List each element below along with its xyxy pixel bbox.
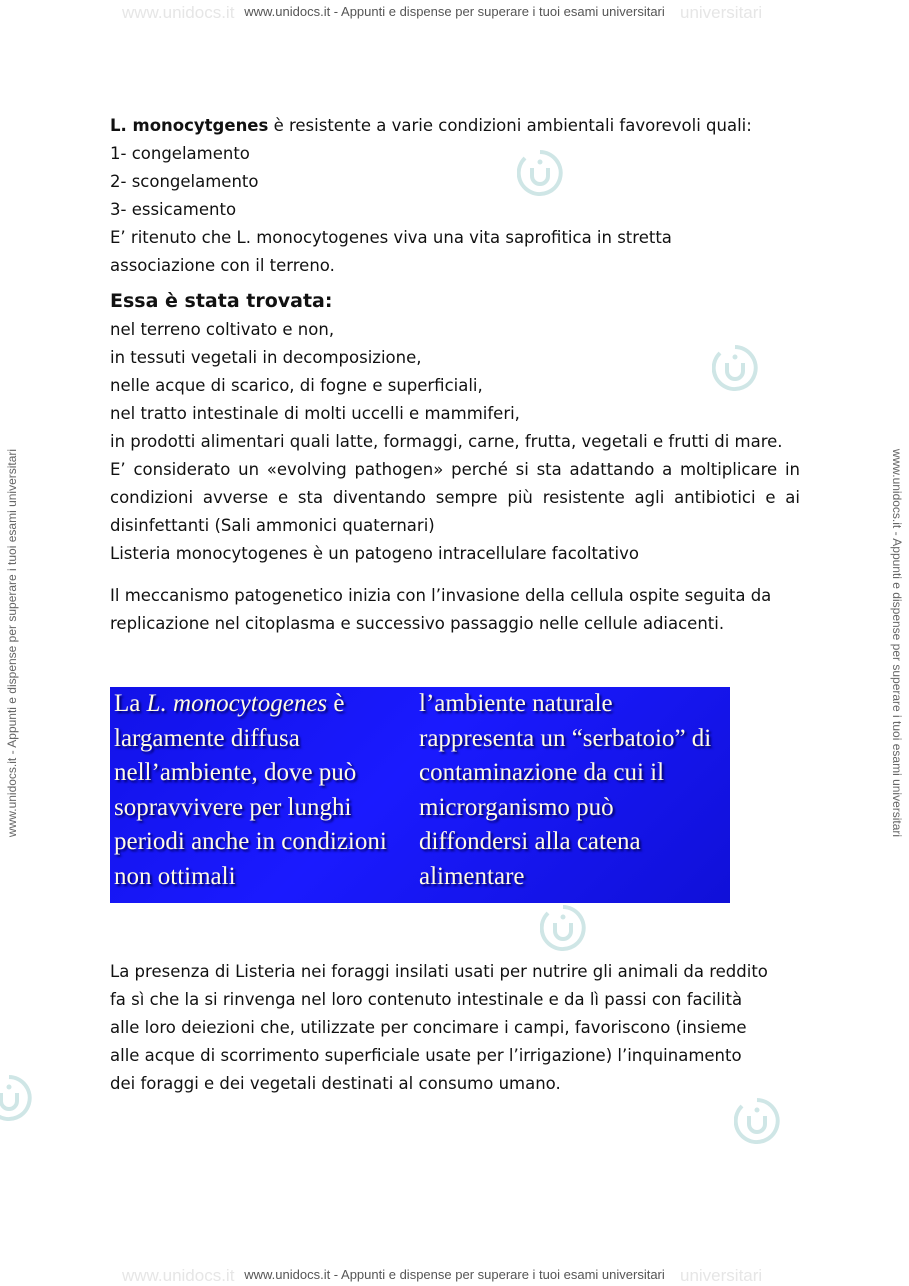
closing-line: fa sì che la si rinvenga nel loro contenuto intestinale e da lì passi con facilità [110, 990, 743, 1009]
mechanism-line: replicazione nel citoplasma e successivo passaggio nelle cellule adiacenti. [110, 614, 725, 633]
footer-watermark: www.unidocs.it - Appunti e dispense per superare i tuoi esami universitari [244, 1267, 665, 1282]
intro-note-line: E’ ritenuto che L. monocytogenes viva una vita saprofitica in stretta [110, 228, 672, 247]
slide-image [110, 687, 730, 903]
slide-left-line: non ottimali [114, 862, 236, 890]
slide-left-line: largamente diffusa [114, 724, 300, 752]
slide-right-line: alimentare [419, 862, 525, 890]
intro-term: L. monocytgenes [110, 116, 269, 135]
slide-left-title-line [114, 687, 417, 722]
slide-left-line: sopravvivere per lunghi [114, 793, 352, 821]
slide-left-term: L. monocytogenes [146, 690, 328, 717]
slide-left-prefix: La [114, 690, 147, 717]
document-body [110, 112, 800, 638]
found-place-item: nel terreno coltivato e non, [110, 320, 335, 339]
intro-sentence [110, 112, 800, 140]
closing-line: dei foraggi e dei vegetali destinati al consumo umano. [110, 1074, 561, 1093]
found-place-item: in tessuti vegetali in decomposizione, [110, 348, 422, 367]
condition-item: 2- scongelamento [110, 172, 259, 191]
mechanism-line: Il meccanismo patogenetico inizia con l’invasione della cellula ospite seguita da [110, 586, 772, 605]
condition-item: 1- congelamento [110, 144, 250, 163]
found-foods: in prodotti alimentari quali latte, formaggi, carne, frutta, vegetali e frutti di mare. [110, 432, 783, 451]
slide-left-line: periodi anche in condizioni [114, 828, 387, 855]
slide-right-line: l’ambiente naturale [419, 690, 613, 717]
slide-left-column [114, 687, 417, 903]
side-watermark-left: www.unidocs.it - Appunti e dispense per superare i tuoi esami universitari [5, 448, 19, 838]
unidocs-logo-icon [0, 1075, 32, 1121]
condition-item: 3- essicamento [110, 200, 237, 219]
ghost-watermark-footer-left: www.unidocs.it [122, 1266, 235, 1285]
slide-right-line: microrganismo può [419, 793, 614, 821]
found-heading: Essa è stata trovata: [110, 290, 333, 312]
closing-line: alle acque di scorrimento superficiale usate per l’irrigazione) l’inquinamento [110, 1046, 742, 1065]
closing-line: La presenza di Listeria nei foraggi insilati usati per nutrire gli animali da reddito [110, 962, 768, 981]
slide-right-line: diffondersi alla catena [419, 828, 641, 855]
slide-left-line: nell’ambiente, dove può [114, 759, 357, 786]
slide-right-line: rappresenta un “serbatoio” di [419, 724, 712, 752]
closing-paragraph [110, 958, 800, 1098]
slide-left-suffix: è [327, 690, 345, 717]
intro-sentence-rest: è resistente a varie condizioni ambientali favorevoli quali: [268, 116, 752, 135]
side-watermark-right: www.unidocs.it - Appunti e dispense per superare i tuoi esami universitari [890, 448, 904, 838]
unidocs-logo-icon [734, 1098, 780, 1144]
header-watermark: www.unidocs.it - Appunti e dispense per superare i tuoi esami universitari [244, 4, 665, 19]
ghost-watermark-footer-right: universitari [680, 1266, 763, 1285]
evolving-pathogen-text: E’ considerato un «evolving pathogen» perché si sta adattando a moltiplicare in condizioni avverse e sta diventando sempre più resistente agli antibiotici e ai disinfettanti (Sali ammonici quaternari) [110, 460, 800, 535]
ghost-watermark-header-right: universitari [680, 3, 763, 22]
intracellular-text: Listeria monocytogenes è un patogeno intracellulare facoltativo [110, 544, 639, 563]
found-place-item: nel tratto intestinale di molti uccelli e mammiferi, [110, 404, 520, 423]
ghost-watermark-header-left: www.unidocs.it [122, 3, 235, 22]
intro-note-line: associazione con il terreno. [110, 256, 335, 275]
slide-right-column [417, 687, 711, 903]
slide-right-line: contaminazione da cui il [419, 759, 665, 786]
closing-line: alle loro deiezioni che, utilizzate per concimare i campi, favoriscono (insieme [110, 1018, 747, 1037]
found-place-item: nelle acque di scarico, di fogne e superficiali, [110, 376, 483, 395]
unidocs-logo-icon [540, 905, 586, 951]
